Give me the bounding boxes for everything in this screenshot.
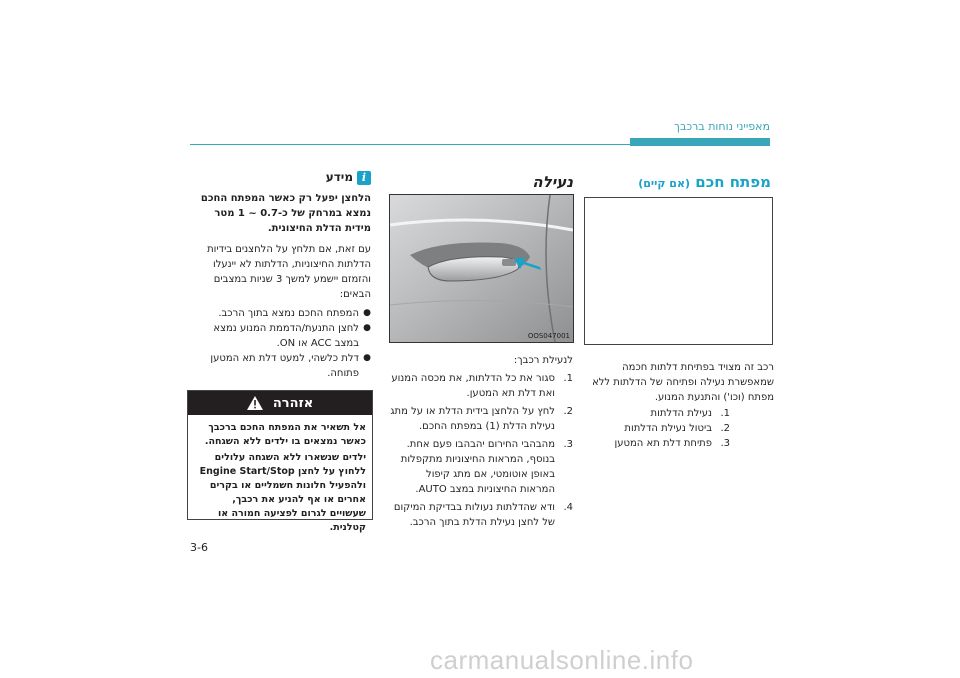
list-item: 3. פתיחת דלת תא המטען xyxy=(614,438,730,449)
smart-key-heading xyxy=(584,172,771,194)
info-section xyxy=(187,170,371,381)
warning-para-1: אל תשאיר את המפתח החכם ברכבך כאשר נמצאים בו ילדים ללא השגחה. xyxy=(204,422,366,447)
list-item: ● דלת כלשהי, למעט דלת תא המטען פתוחה. xyxy=(210,353,371,379)
warning-header xyxy=(188,391,372,415)
list-item: ● לחצן התנעת/הדממת המנוע נמצא במצב ACC או ON. xyxy=(213,323,371,349)
smart-key-intro: רכב זה מצויד בפתיחת דלתות חכמה שמאפשרת נעילה ופתיחה של הדלתות ללא מפתח (וכו') והתנעת המנוע. xyxy=(592,362,774,403)
locking-title: נעילה xyxy=(532,173,573,191)
list-item: 2. ביטול נעילת הדלתות xyxy=(624,423,730,434)
smart-key-title-paren: (אם קיים) xyxy=(638,177,691,190)
info-title: מידע xyxy=(325,170,353,184)
warning-body xyxy=(188,415,372,535)
info-para: עם זאת, אם תלחץ על הלחצנים בידיות הדלתות החיצוניות, הדלתות לא יינעלו והזמזם יישמע למשך 3 שניות במצבים הבאים: xyxy=(207,244,371,300)
smart-key-image xyxy=(584,197,773,345)
list-item: ● המפתח החכם נמצא בתוך הרכב. xyxy=(218,308,371,319)
locking-section xyxy=(389,172,573,192)
door-handle-illustration xyxy=(390,195,573,342)
list-item: 4. ודא שהדלתות נעולות בבדיקת המיקום של לחצן נעילת הדלת בתוך הרכב. xyxy=(393,502,573,528)
warning-triangle-icon xyxy=(247,396,263,410)
section-header-title: מאפייני נוחות ברכבך xyxy=(674,120,770,133)
watermark: carmanualsonline.info xyxy=(430,645,694,675)
info-icon: i xyxy=(357,171,371,185)
list-item: 1. נעילת הדלתות xyxy=(650,408,730,419)
page-number: 3-6 xyxy=(190,541,208,554)
warning-box xyxy=(187,390,373,533)
list-item: 2. לחץ על הלחצן בידית הדלת או על מתג נעילת הדלת (1) במפתח החכם. xyxy=(390,406,573,432)
list-item: 1. סגור את כל הדלתות, את מכסה המנוע ואת דלת תא המטען. xyxy=(391,373,573,399)
list-item: 3. מהבהבי החירום יהבהבו פעם אחת. בנוסף, המראות החיצוניות מתקפלות באופן אוטומטי, אם מתג קיפול המראות החיצוניות במצב AUTO. xyxy=(400,439,573,495)
warning-title: אזהרה xyxy=(272,395,314,411)
photo-code: OOS047001 xyxy=(527,332,570,340)
locking-subtitle: לנעילת רכבך: xyxy=(513,355,573,366)
locking-text xyxy=(389,353,573,530)
info-bold-para: הלחצן יפעל רק כאשר המפתח החכם נמצא במרחק של כ-0.7 ~ 1 מטר מידית הדלת החיצונית. xyxy=(200,193,371,234)
smart-key-text xyxy=(584,360,774,451)
warning-para-2: ילדים שנשארו ללא השגחה עלולים ללחוץ על לחצן Engine Start/Stop ולהפעיל חלונות חשמליים או בקרים אחרים או אף להניע את רכבך, שעשויים לגרום לפציעה חמורה או קטלנית. xyxy=(199,452,366,533)
smart-key-title: מפתח חכם xyxy=(695,173,771,191)
door-handle-photo xyxy=(389,194,574,343)
info-heading xyxy=(187,170,371,185)
smart-key-section xyxy=(584,172,771,194)
header-accent-bar xyxy=(630,138,770,146)
